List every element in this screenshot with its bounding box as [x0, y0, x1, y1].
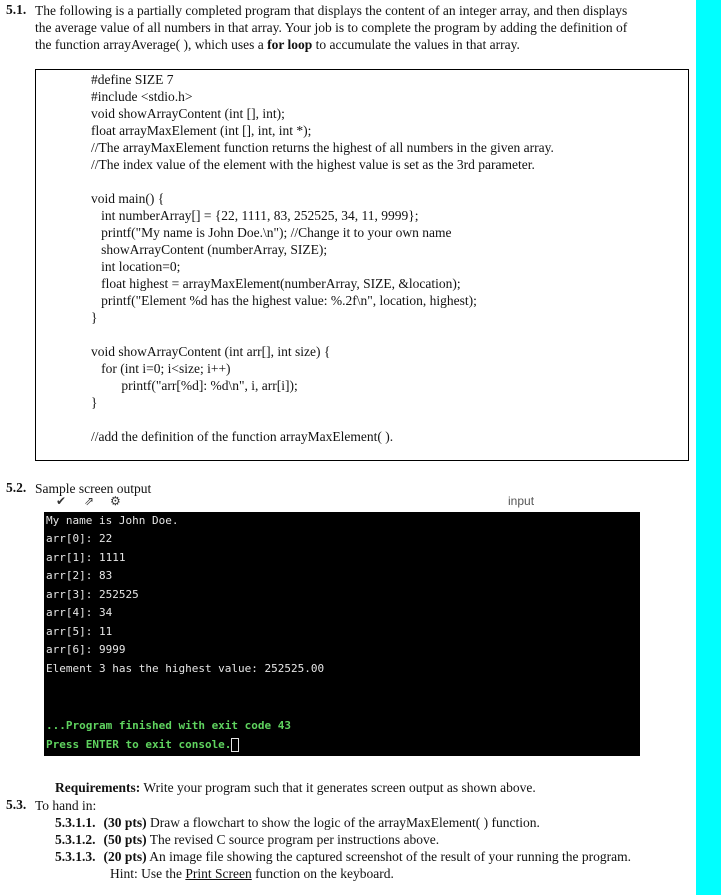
section-5-3-title: To hand in:: [35, 798, 97, 813]
desc-line-3: the function arrayAverage( ), which uses a for loop to accumulate the values in that array.: [35, 37, 520, 52]
code-line: //The index value of the element with the highest value is set as the 3rd parameter.: [91, 157, 535, 172]
code-line: void showArrayContent (int arr[], int size) {: [91, 344, 331, 359]
section-5-3-number: 5.3.: [6, 797, 27, 812]
terminal-toolbar: [44, 494, 640, 511]
terminal-line: arr[4]: 34: [46, 606, 113, 619]
section-5-1-number: 5.1.: [6, 2, 27, 17]
terminal-line: arr[5]: 11: [46, 625, 113, 638]
code-listing-box: [35, 69, 689, 461]
terminal-line: arr[1]: 1111: [46, 551, 126, 564]
settings-icon[interactable]: ⚙: [110, 494, 121, 508]
chevron-down-icon[interactable]: ✔: [56, 494, 67, 508]
program-finished-message: ...Program finished with exit code 43: [46, 719, 292, 732]
press-enter-prompt[interactable]: Press ENTER to exit console.: [46, 738, 239, 752]
code-line: int numberArray[] = {22, 1111, 83, 252525, 34, 11, 9999};: [91, 208, 419, 223]
section-5-2-number: 5.2.: [6, 480, 27, 495]
code-line: showArrayContent (numberArray, SIZE);: [91, 242, 328, 257]
hand-in-item: 5.3.1.3. (20 pts) An image file showing the captured screenshot of the result of your running the program.: [55, 849, 631, 864]
code-line: int location=0;: [91, 259, 181, 274]
right-edge-bar: [696, 0, 721, 895]
print-screen-link[interactable]: Print Screen: [185, 866, 252, 881]
code-line: #include <stdio.h>: [91, 89, 193, 104]
section-5-2-title: Sample screen output: [35, 481, 152, 496]
terminal-line: arr[0]: 22: [46, 532, 113, 545]
desc-line-1: The following is a partially completed program that displays the content of an integer array, and then displays: [35, 3, 628, 18]
for-loop-emphasis: for loop: [267, 37, 313, 52]
code-line: }: [91, 395, 98, 410]
hand-in-item: 5.3.1.1. (30 pts) Draw a flowchart to show the logic of the arrayMaxElement( ) function.: [55, 815, 540, 830]
terminal-output: [44, 512, 640, 756]
desc-line-2: the average value of all numbers in that array. Your job is to complete the program by adding the definition of: [35, 20, 628, 35]
code-line: printf("arr[%d]: %d\n", i, arr[i]);: [91, 378, 298, 393]
text-cursor: [231, 738, 239, 752]
expand-icon[interactable]: ⇗: [84, 494, 95, 508]
code-line: #define SIZE 7: [91, 72, 174, 87]
terminal-line: arr[3]: 252525: [46, 588, 139, 601]
code-line: float highest = arrayMaxElement(numberArray, SIZE, &location);: [91, 276, 461, 291]
code-line: //The arrayMaxElement function returns the highest of all numbers in the given array.: [91, 140, 554, 155]
hint-line: Hint: Use the Print Screen function on the keyboard.: [110, 866, 394, 881]
input-tab-label[interactable]: input: [508, 494, 535, 508]
code-line: printf("Element %d has the highest value: %.2f\n", location, highest);: [91, 293, 477, 308]
code-line: void showArrayContent (int [], int);: [91, 106, 285, 121]
requirements-label: Requirements:: [55, 780, 141, 795]
terminal-line: arr[6]: 9999: [46, 643, 126, 656]
code-line: printf("My name is John Doe.\n"); //Change it to your own name: [91, 225, 452, 240]
code-line: //add the definition of the function arrayMaxElement( ).: [91, 429, 394, 444]
code-line: for (int i=0; i<size; i++): [91, 361, 231, 376]
section-5-1-description: [35, 2, 685, 53]
terminal-line: My name is John Doe.: [46, 514, 179, 527]
code-line: }: [91, 310, 98, 325]
terminal-line: arr[2]: 83: [46, 569, 113, 582]
terminal-line: Element 3 has the highest value: 252525.00: [46, 662, 325, 675]
code-line: void main() {: [91, 191, 165, 206]
hand-in-item: 5.3.1.2. (50 pts) The revised C source program per instructions above.: [55, 832, 440, 847]
requirements-line: Requirements: Write your program such that it generates screen output as shown above.: [55, 780, 536, 795]
code-line: float arrayMaxElement (int [], int, int *);: [91, 123, 312, 138]
